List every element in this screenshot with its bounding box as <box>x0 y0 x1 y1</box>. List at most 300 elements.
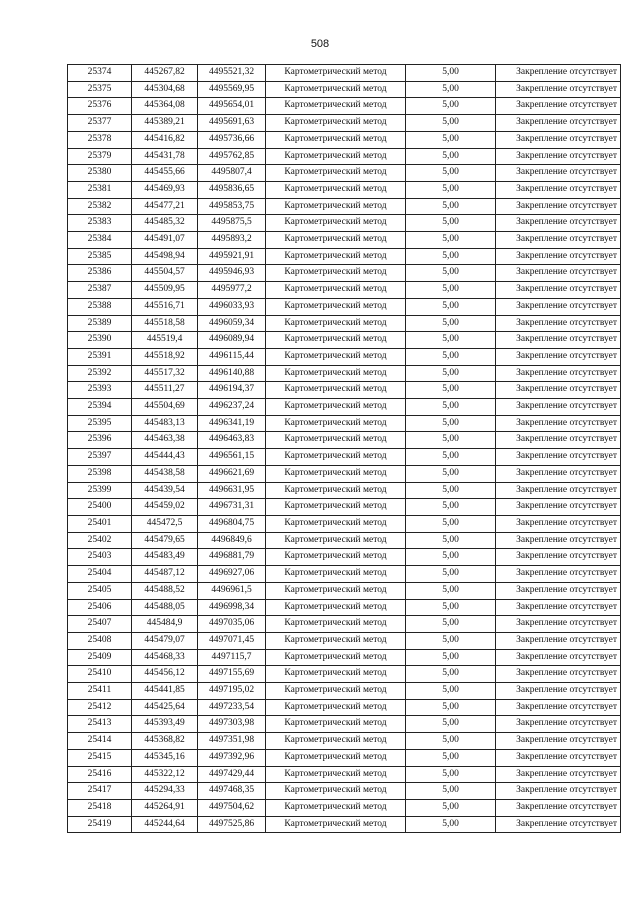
method-cell: Картометрический метод <box>266 766 406 783</box>
y-coordinate-cell: 4496849,6 <box>198 532 266 549</box>
fixation-status-cell: Закрепление отсутствует <box>496 65 621 82</box>
point-number-cell: 25387 <box>68 282 132 299</box>
point-number-cell: 25383 <box>68 215 132 232</box>
y-coordinate-cell: 4495921,91 <box>198 248 266 265</box>
x-coordinate-cell: 445472,5 <box>132 515 198 532</box>
y-coordinate-cell: 4496804,75 <box>198 515 266 532</box>
fixation-status-cell: Закрепление отсутствует <box>496 81 621 98</box>
x-coordinate-cell: 445463,38 <box>132 432 198 449</box>
method-cell: Картометрический метод <box>266 515 406 532</box>
accuracy-cell: 5,00 <box>406 98 496 115</box>
fixation-status-cell: Закрепление отсутствует <box>496 365 621 382</box>
x-coordinate-cell: 445389,21 <box>132 115 198 132</box>
accuracy-cell: 5,00 <box>406 515 496 532</box>
y-coordinate-cell: 4496033,93 <box>198 298 266 315</box>
method-cell: Картометрический метод <box>266 98 406 115</box>
point-number-cell: 25418 <box>68 799 132 816</box>
y-coordinate-cell: 4495736,66 <box>198 131 266 148</box>
point-number-cell: 25409 <box>68 649 132 666</box>
x-coordinate-cell: 445267,82 <box>132 65 198 82</box>
accuracy-cell: 5,00 <box>406 599 496 616</box>
table-row <box>68 532 621 549</box>
table-row <box>68 616 621 633</box>
fixation-status-cell: Закрепление отсутствует <box>496 465 621 482</box>
y-coordinate-cell: 4497351,98 <box>198 733 266 750</box>
table-row <box>68 315 621 332</box>
accuracy-cell: 5,00 <box>406 666 496 683</box>
y-coordinate-cell: 4496463,83 <box>198 432 266 449</box>
y-coordinate-cell: 4497035,06 <box>198 616 266 633</box>
y-coordinate-cell: 4495836,65 <box>198 181 266 198</box>
fixation-status-cell: Закрепление отсутствует <box>496 449 621 466</box>
table-row <box>68 482 621 499</box>
fixation-status-cell: Закрепление отсутствует <box>496 699 621 716</box>
point-number-cell: 25416 <box>68 766 132 783</box>
y-coordinate-cell: 4496237,24 <box>198 399 266 416</box>
x-coordinate-cell: 445468,33 <box>132 649 198 666</box>
table-row <box>68 65 621 82</box>
accuracy-cell: 5,00 <box>406 683 496 700</box>
accuracy-cell: 5,00 <box>406 699 496 716</box>
accuracy-cell: 5,00 <box>406 115 496 132</box>
method-cell: Картометрический метод <box>266 415 406 432</box>
accuracy-cell: 5,00 <box>406 566 496 583</box>
x-coordinate-cell: 445498,94 <box>132 248 198 265</box>
accuracy-cell: 5,00 <box>406 232 496 249</box>
x-coordinate-cell: 445264,91 <box>132 799 198 816</box>
y-coordinate-cell: 4497071,45 <box>198 632 266 649</box>
fixation-status-cell: Закрепление отсутствует <box>496 816 621 833</box>
accuracy-cell: 5,00 <box>406 181 496 198</box>
method-cell: Картометрический метод <box>266 65 406 82</box>
point-number-cell: 25405 <box>68 582 132 599</box>
point-number-cell: 25385 <box>68 248 132 265</box>
accuracy-cell: 5,00 <box>406 532 496 549</box>
x-coordinate-cell: 445469,93 <box>132 181 198 198</box>
method-cell: Картометрический метод <box>266 716 406 733</box>
table-row <box>68 515 621 532</box>
point-number-cell: 25402 <box>68 532 132 549</box>
accuracy-cell: 5,00 <box>406 415 496 432</box>
y-coordinate-cell: 4497468,35 <box>198 783 266 800</box>
x-coordinate-cell: 445459,02 <box>132 499 198 516</box>
point-number-cell: 25376 <box>68 98 132 115</box>
fixation-status-cell: Закрепление отсутствует <box>496 482 621 499</box>
method-cell: Картометрический метод <box>266 198 406 215</box>
table-row <box>68 332 621 349</box>
method-cell: Картометрический метод <box>266 599 406 616</box>
point-number-cell: 25400 <box>68 499 132 516</box>
accuracy-cell: 5,00 <box>406 749 496 766</box>
y-coordinate-cell: 4497525,86 <box>198 816 266 833</box>
table-row <box>68 298 621 315</box>
y-coordinate-cell: 4495807,4 <box>198 165 266 182</box>
method-cell: Картометрический метод <box>266 382 406 399</box>
table-row <box>68 683 621 700</box>
y-coordinate-cell: 4496059,34 <box>198 315 266 332</box>
x-coordinate-cell: 445322,12 <box>132 766 198 783</box>
method-cell: Картометрический метод <box>266 181 406 198</box>
accuracy-cell: 5,00 <box>406 65 496 82</box>
method-cell: Картометрический метод <box>266 549 406 566</box>
fixation-status-cell: Закрепление отсутствует <box>496 432 621 449</box>
method-cell: Картометрический метод <box>266 81 406 98</box>
method-cell: Картометрический метод <box>266 733 406 750</box>
point-number-cell: 25408 <box>68 632 132 649</box>
point-number-cell: 25384 <box>68 232 132 249</box>
y-coordinate-cell: 4495762,85 <box>198 148 266 165</box>
table-row <box>68 699 621 716</box>
method-cell: Картометрический метод <box>266 699 406 716</box>
x-coordinate-cell: 445438,58 <box>132 465 198 482</box>
y-coordinate-cell: 4497233,54 <box>198 699 266 716</box>
point-number-cell: 25390 <box>68 332 132 349</box>
point-number-cell: 25395 <box>68 415 132 432</box>
method-cell: Картометрический метод <box>266 365 406 382</box>
y-coordinate-cell: 4496140,88 <box>198 365 266 382</box>
method-cell: Картометрический метод <box>266 783 406 800</box>
point-number-cell: 25374 <box>68 65 132 82</box>
table-row <box>68 799 621 816</box>
table-row <box>68 282 621 299</box>
x-coordinate-cell: 445456,12 <box>132 666 198 683</box>
table-row <box>68 131 621 148</box>
table-row <box>68 165 621 182</box>
x-coordinate-cell: 445364,08 <box>132 98 198 115</box>
table-row <box>68 415 621 432</box>
y-coordinate-cell: 4496089,94 <box>198 332 266 349</box>
x-coordinate-cell: 445483,13 <box>132 415 198 432</box>
table-row <box>68 198 621 215</box>
fixation-status-cell: Закрепление отсутствует <box>496 148 621 165</box>
fixation-status-cell: Закрепление отсутствует <box>496 415 621 432</box>
point-number-cell: 25381 <box>68 181 132 198</box>
method-cell: Картометрический метод <box>266 482 406 499</box>
method-cell: Картометрический метод <box>266 799 406 816</box>
x-coordinate-cell: 445244,64 <box>132 816 198 833</box>
y-coordinate-cell: 4497115,7 <box>198 649 266 666</box>
y-coordinate-cell: 4497392,96 <box>198 749 266 766</box>
point-number-cell: 25412 <box>68 699 132 716</box>
table-row <box>68 716 621 733</box>
x-coordinate-cell: 445345,16 <box>132 749 198 766</box>
accuracy-cell: 5,00 <box>406 215 496 232</box>
table-row <box>68 365 621 382</box>
y-coordinate-cell: 4496115,44 <box>198 348 266 365</box>
x-coordinate-cell: 445444,43 <box>132 449 198 466</box>
fixation-status-cell: Закрепление отсутствует <box>496 382 621 399</box>
x-coordinate-cell: 445504,57 <box>132 265 198 282</box>
y-coordinate-cell: 4496881,79 <box>198 549 266 566</box>
accuracy-cell: 5,00 <box>406 365 496 382</box>
table-row <box>68 816 621 833</box>
y-coordinate-cell: 4496561,15 <box>198 449 266 466</box>
method-cell: Картометрический метод <box>266 566 406 583</box>
fixation-status-cell: Закрепление отсутствует <box>496 532 621 549</box>
method-cell: Картометрический метод <box>266 332 406 349</box>
table-row <box>68 81 621 98</box>
method-cell: Картометрический метод <box>266 632 406 649</box>
x-coordinate-cell: 445504,69 <box>132 399 198 416</box>
x-coordinate-cell: 445441,85 <box>132 683 198 700</box>
accuracy-cell: 5,00 <box>406 315 496 332</box>
method-cell: Картометрический метод <box>266 449 406 466</box>
y-coordinate-cell: 4495654,01 <box>198 98 266 115</box>
point-number-cell: 25411 <box>68 683 132 700</box>
fixation-status-cell: Закрепление отсутствует <box>496 666 621 683</box>
point-number-cell: 25392 <box>68 365 132 382</box>
table-row <box>68 549 621 566</box>
y-coordinate-cell: 4497195,02 <box>198 683 266 700</box>
accuracy-cell: 5,00 <box>406 298 496 315</box>
y-coordinate-cell: 4496731,31 <box>198 499 266 516</box>
accuracy-cell: 5,00 <box>406 632 496 649</box>
accuracy-cell: 5,00 <box>406 449 496 466</box>
method-cell: Картометрический метод <box>266 248 406 265</box>
method-cell: Картометрический метод <box>266 749 406 766</box>
accuracy-cell: 5,00 <box>406 716 496 733</box>
fixation-status-cell: Закрепление отсутствует <box>496 215 621 232</box>
table-row <box>68 449 621 466</box>
accuracy-cell: 5,00 <box>406 148 496 165</box>
method-cell: Картометрический метод <box>266 582 406 599</box>
y-coordinate-cell: 4496998,34 <box>198 599 266 616</box>
y-coordinate-cell: 4495569,95 <box>198 81 266 98</box>
table-row <box>68 98 621 115</box>
fixation-status-cell: Закрепление отсутствует <box>496 683 621 700</box>
table-row <box>68 582 621 599</box>
accuracy-cell: 5,00 <box>406 465 496 482</box>
y-coordinate-cell: 4495853,75 <box>198 198 266 215</box>
x-coordinate-cell: 445455,66 <box>132 165 198 182</box>
point-number-cell: 25382 <box>68 198 132 215</box>
fixation-status-cell: Закрепление отсутствует <box>496 265 621 282</box>
y-coordinate-cell: 4496631,95 <box>198 482 266 499</box>
point-number-cell: 25389 <box>68 315 132 332</box>
y-coordinate-cell: 4495946,93 <box>198 265 266 282</box>
table-row <box>68 432 621 449</box>
table-row <box>68 115 621 132</box>
x-coordinate-cell: 445431,78 <box>132 148 198 165</box>
table-row <box>68 399 621 416</box>
y-coordinate-cell: 4495875,5 <box>198 215 266 232</box>
x-coordinate-cell: 445368,82 <box>132 733 198 750</box>
method-cell: Картометрический метод <box>266 666 406 683</box>
accuracy-cell: 5,00 <box>406 432 496 449</box>
fixation-status-cell: Закрепление отсутствует <box>496 549 621 566</box>
x-coordinate-cell: 445488,05 <box>132 599 198 616</box>
method-cell: Картометрический метод <box>266 399 406 416</box>
fixation-status-cell: Закрепление отсутствует <box>496 98 621 115</box>
accuracy-cell: 5,00 <box>406 766 496 783</box>
accuracy-cell: 5,00 <box>406 783 496 800</box>
y-coordinate-cell: 4497504,62 <box>198 799 266 816</box>
method-cell: Картометрический метод <box>266 616 406 633</box>
fixation-status-cell: Закрепление отсутствует <box>496 248 621 265</box>
accuracy-cell: 5,00 <box>406 799 496 816</box>
accuracy-cell: 5,00 <box>406 733 496 750</box>
accuracy-cell: 5,00 <box>406 248 496 265</box>
method-cell: Картометрический метод <box>266 232 406 249</box>
point-number-cell: 25398 <box>68 465 132 482</box>
method-cell: Картометрический метод <box>266 148 406 165</box>
y-coordinate-cell: 4496341,19 <box>198 415 266 432</box>
fixation-status-cell: Закрепление отсутствует <box>496 616 621 633</box>
x-coordinate-cell: 445518,58 <box>132 315 198 332</box>
x-coordinate-cell: 445487,12 <box>132 566 198 583</box>
fixation-status-cell: Закрепление отсутствует <box>496 181 621 198</box>
point-number-cell: 25415 <box>68 749 132 766</box>
table-row <box>68 499 621 516</box>
x-coordinate-cell: 445304,68 <box>132 81 198 98</box>
x-coordinate-cell: 445511,27 <box>132 382 198 399</box>
x-coordinate-cell: 445483,49 <box>132 549 198 566</box>
x-coordinate-cell: 445479,07 <box>132 632 198 649</box>
y-coordinate-cell: 4497155,69 <box>198 666 266 683</box>
point-number-cell: 25403 <box>68 549 132 566</box>
table-row <box>68 265 621 282</box>
table-row <box>68 232 621 249</box>
accuracy-cell: 5,00 <box>406 499 496 516</box>
table-row <box>68 382 621 399</box>
fixation-status-cell: Закрепление отсутствует <box>496 332 621 349</box>
table-row <box>68 783 621 800</box>
accuracy-cell: 5,00 <box>406 399 496 416</box>
y-coordinate-cell: 4496961,5 <box>198 582 266 599</box>
point-number-cell: 25386 <box>68 265 132 282</box>
table-row <box>68 181 621 198</box>
coordinates-table <box>67 64 621 833</box>
x-coordinate-cell: 445477,21 <box>132 198 198 215</box>
y-coordinate-cell: 4496621,69 <box>198 465 266 482</box>
point-number-cell: 25378 <box>68 131 132 148</box>
table-row <box>68 632 621 649</box>
point-number-cell: 25419 <box>68 816 132 833</box>
point-number-cell: 25397 <box>68 449 132 466</box>
point-number-cell: 25404 <box>68 566 132 583</box>
method-cell: Картометрический метод <box>266 348 406 365</box>
table-row <box>68 566 621 583</box>
accuracy-cell: 5,00 <box>406 198 496 215</box>
y-coordinate-cell: 4496927,06 <box>198 566 266 583</box>
x-coordinate-cell: 445509,95 <box>132 282 198 299</box>
accuracy-cell: 5,00 <box>406 282 496 299</box>
accuracy-cell: 5,00 <box>406 382 496 399</box>
fixation-status-cell: Закрепление отсутствует <box>496 649 621 666</box>
method-cell: Картометрический метод <box>266 282 406 299</box>
accuracy-cell: 5,00 <box>406 616 496 633</box>
accuracy-cell: 5,00 <box>406 649 496 666</box>
fixation-status-cell: Закрепление отсутствует <box>496 399 621 416</box>
fixation-status-cell: Закрепление отсутствует <box>496 232 621 249</box>
method-cell: Картометрический метод <box>266 265 406 282</box>
accuracy-cell: 5,00 <box>406 81 496 98</box>
table-row <box>68 766 621 783</box>
method-cell: Картометрический метод <box>266 532 406 549</box>
x-coordinate-cell: 445393,49 <box>132 716 198 733</box>
fixation-status-cell: Закрепление отсутствует <box>496 799 621 816</box>
method-cell: Картометрический метод <box>266 298 406 315</box>
fixation-status-cell: Закрепление отсутствует <box>496 131 621 148</box>
y-coordinate-cell: 4495691,63 <box>198 115 266 132</box>
point-number-cell: 25394 <box>68 399 132 416</box>
point-number-cell: 25414 <box>68 733 132 750</box>
method-cell: Картометрический метод <box>266 649 406 666</box>
point-number-cell: 25396 <box>68 432 132 449</box>
x-coordinate-cell: 445484,9 <box>132 616 198 633</box>
point-number-cell: 25399 <box>68 482 132 499</box>
x-coordinate-cell: 445425,64 <box>132 699 198 716</box>
point-number-cell: 25388 <box>68 298 132 315</box>
table-row <box>68 749 621 766</box>
point-number-cell: 25413 <box>68 716 132 733</box>
method-cell: Картометрический метод <box>266 816 406 833</box>
page-number: 508 <box>310 38 330 50</box>
fixation-status-cell: Закрепление отсутствует <box>496 733 621 750</box>
x-coordinate-cell: 445491,07 <box>132 232 198 249</box>
y-coordinate-cell: 4495893,2 <box>198 232 266 249</box>
y-coordinate-cell: 4495521,32 <box>198 65 266 82</box>
fixation-status-cell: Закрепление отсутствует <box>496 766 621 783</box>
point-number-cell: 25407 <box>68 616 132 633</box>
fixation-status-cell: Закрепление отсутствует <box>496 632 621 649</box>
method-cell: Картометрический метод <box>266 115 406 132</box>
point-number-cell: 25379 <box>68 148 132 165</box>
x-coordinate-cell: 445294,33 <box>132 783 198 800</box>
x-coordinate-cell: 445416,82 <box>132 131 198 148</box>
x-coordinate-cell: 445439,54 <box>132 482 198 499</box>
accuracy-cell: 5,00 <box>406 348 496 365</box>
table-row <box>68 148 621 165</box>
y-coordinate-cell: 4495977,2 <box>198 282 266 299</box>
fixation-status-cell: Закрепление отсутствует <box>496 298 621 315</box>
fixation-status-cell: Закрепление отсутствует <box>496 515 621 532</box>
table-row <box>68 666 621 683</box>
x-coordinate-cell: 445485,32 <box>132 215 198 232</box>
method-cell: Картометрический метод <box>266 131 406 148</box>
table-row <box>68 248 621 265</box>
method-cell: Картометрический метод <box>266 499 406 516</box>
fixation-status-cell: Закрепление отсутствует <box>496 749 621 766</box>
point-number-cell: 25410 <box>68 666 132 683</box>
fixation-status-cell: Закрепление отсутствует <box>496 599 621 616</box>
fixation-status-cell: Закрепление отсутствует <box>496 499 621 516</box>
point-number-cell: 25380 <box>68 165 132 182</box>
accuracy-cell: 5,00 <box>406 265 496 282</box>
x-coordinate-cell: 445517,32 <box>132 365 198 382</box>
point-number-cell: 25377 <box>68 115 132 132</box>
fixation-status-cell: Закрепление отсутствует <box>496 783 621 800</box>
table-row <box>68 465 621 482</box>
fixation-status-cell: Закрепление отсутствует <box>496 348 621 365</box>
y-coordinate-cell: 4497429,44 <box>198 766 266 783</box>
fixation-status-cell: Закрепление отсутствует <box>496 566 621 583</box>
method-cell: Картометрический метод <box>266 215 406 232</box>
point-number-cell: 25391 <box>68 348 132 365</box>
x-coordinate-cell: 445518,92 <box>132 348 198 365</box>
method-cell: Картометрический метод <box>266 315 406 332</box>
x-coordinate-cell: 445488,52 <box>132 582 198 599</box>
fixation-status-cell: Закрепление отсутствует <box>496 165 621 182</box>
table-row <box>68 215 621 232</box>
table-row <box>68 649 621 666</box>
accuracy-cell: 5,00 <box>406 582 496 599</box>
method-cell: Картометрический метод <box>266 432 406 449</box>
point-number-cell: 25417 <box>68 783 132 800</box>
fixation-status-cell: Закрепление отсутствует <box>496 716 621 733</box>
method-cell: Картометрический метод <box>266 683 406 700</box>
accuracy-cell: 5,00 <box>406 165 496 182</box>
